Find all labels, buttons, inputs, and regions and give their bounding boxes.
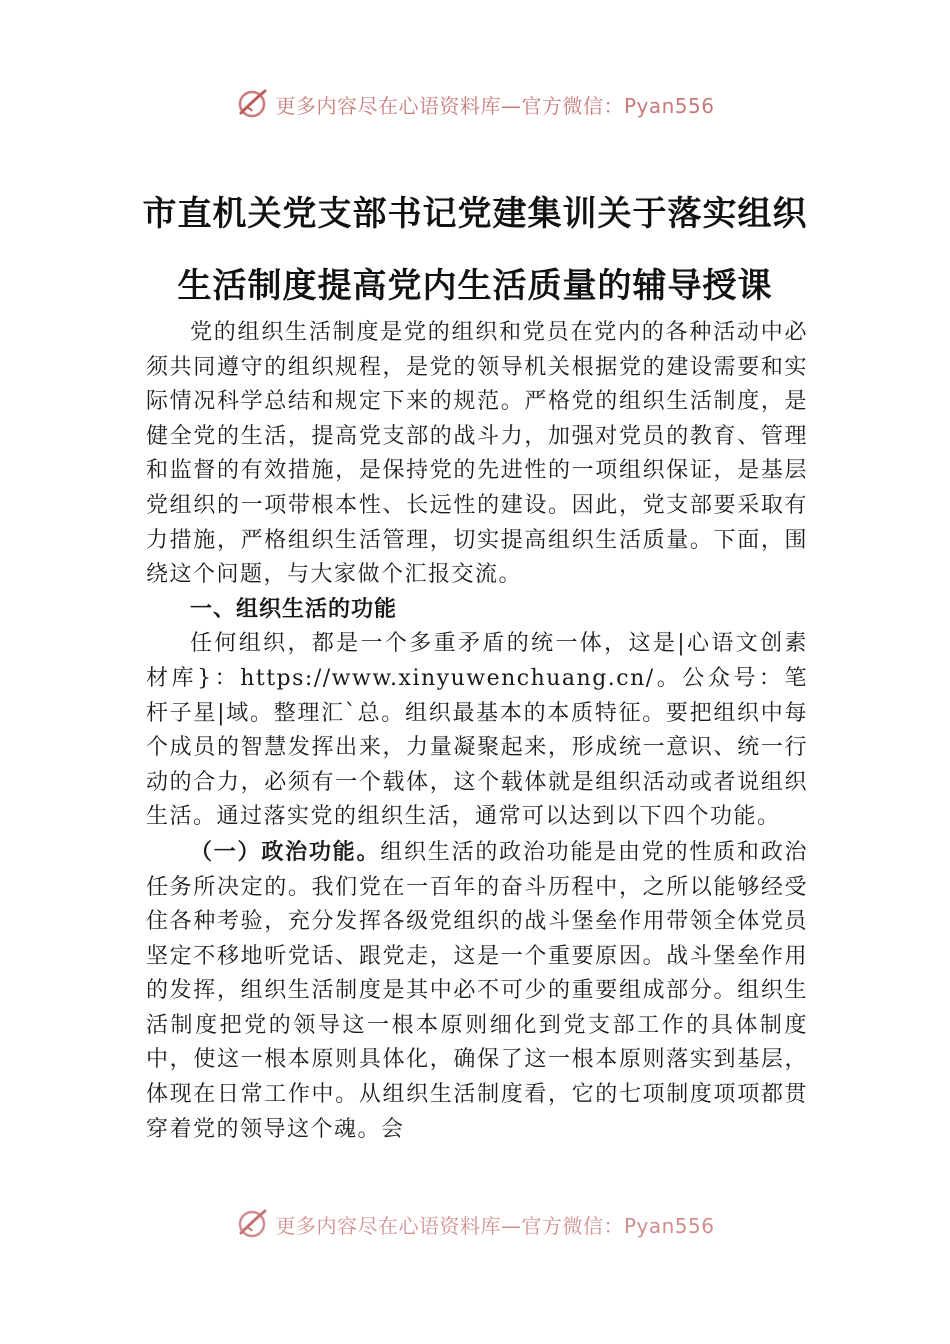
intro-paragraph: 党的组织生活制度是党的组织和党员在党内的各种活动中必须共同遵守的组织规程，是党的领导机关根据党的建设需要和实际情况科学总结和规定下来的规范。严格党的组织生活制度，是健全党的生活，提高党支部的战斗力，加强对党员的教育、管理和监督的有效措施，是保持党的先进性的一项组织保证，是基层党组织的一项带根本性、长远性的建设。因此，党支部要采取有力措施，严格组织生活管理，切实提高组织生活质量。下面，围绕这个问题，与大家做个汇报交流。	[146, 320, 808, 588]
watermark-text: 更多内容尽在心语资料库—官方微信：Pyan556	[275, 93, 715, 118]
section-heading: 一、组织生活的功能	[190, 596, 398, 622]
brush-logo-icon	[235, 87, 269, 121]
document-title: 市直机关党支部书记党建集训关于落实组织生活制度提高党内生活质量的辅导授课	[142, 194, 808, 306]
footer-watermark	[0, 1204, 950, 1244]
subsection-heading: （一）政治功能。	[190, 838, 381, 865]
section-paragraph: 任何组织，都是一个多重矛盾的统一体，这是|心语文创素材库}：https://www.xinyuwenchuang.cn/。公众号：笔杆子星|域。整理汇`总。组织最基本的本质特征。要把组织中每个成员的智慧发挥出来，力量凝聚起来，形成统一意识、统一行动的合力，必须有一个载体，这个载体就是组织活动或者说组织生活。通过落实党的组织生活，通常可以达到以下四个功能。	[146, 631, 808, 830]
header-watermark	[0, 84, 950, 124]
document-body	[146, 316, 808, 1147]
brush-logo-icon	[235, 1207, 269, 1241]
subsection-text: 组织生活的政治功能是由党的性质和政治任务所决定的。我们党在一百年的奋斗历程中，之所以能够经受住各种考验，充分发挥各级党组织的战斗堡垒作用带领全体党员坚定不移地听党话、跟党走，这是一个重要原因。战斗堡垒作用的发挥，组织生活制度是其中必不可少的重要组成部分。组织生活制度把党的领导这一根本原则细化到党支部工作的具体制度中，使这一根本原则具体化，确保了这一根本原则落实到基层，体现在日常工作中。从组织生活制度看，它的七项制度项项都贯穿着党的领导这个魂。会	[146, 839, 808, 1142]
subsection-paragraph	[146, 835, 808, 1147]
watermark-text: 更多内容尽在心语资料库—官方微信：Pyan556	[275, 1213, 715, 1238]
